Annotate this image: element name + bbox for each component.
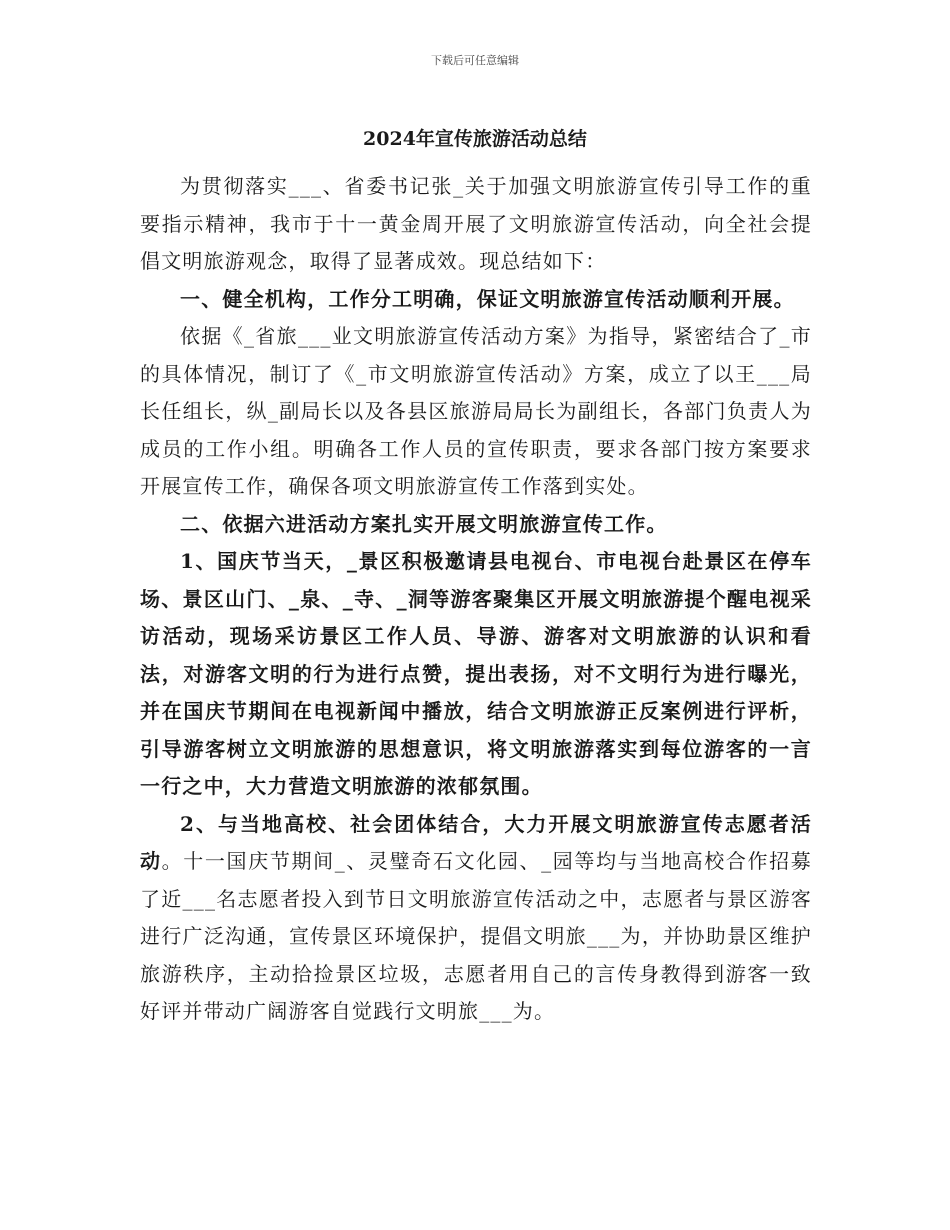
item-2-body: 。十一国庆节期间_、灵璧奇石文化园、_园等均与当地高校合作招募了近___名志愿者投入到节日文明旅游宣传活动之中，志愿者与景区游客进行广泛沟通，宣传景区环境保护，提倡文明旅___为，并协助景区维护旅游秩序，主动拾捡景区垃圾，志愿者用自己的言传身教得到游客一致好评并带动广阔游客自觉践行文明旅___为。 [140, 849, 812, 1023]
item-2-bold-lead: 2、与当地高校、社会团体结合，大力开展文明旅游宣传志愿者活动 [140, 811, 812, 873]
item-2-paragraph [140, 806, 812, 1031]
document-title: 2024年宣传旅游活动总结 [363, 128, 587, 150]
document-body [140, 168, 812, 1031]
section-heading-1: 一、健全机构，工作分工明确，保证文明旅游宣传活动顺利开展。 [180, 286, 795, 311]
page-header-note: 下载后可任意编辑 [431, 54, 519, 67]
section-1-paragraph: 依据《_省旅___业文明旅游宣传活动方案》为指导，紧密结合了_市的具体情况，制订了《_市文明旅游宣传活动》方案，成立了以王___局长任组长，纵_副局长以及各县区旅游局局长为副组长，各部门负责人为成员的工作小组。明确各工作人员的宣传职责，要求各部门按方案要求开展宣传工作，确保各项文明旅游宣传工作落到实处。 [140, 324, 812, 498]
item-1-paragraph: 1、国庆节当天，_景区积极邀请县电视台、市电视台赴景区在停车场、景区山门、_泉、_寺、_洞等游客聚集区开展文明旅游提个醒电视采访活动，现场采访景区工作人员、导游、游客对文明旅游的认识和看法，对游客文明的行为进行点赞，提出表扬，对不文明行为进行曝光，并在国庆节期间在电视新闻中播放，结合文明旅游正反案例进行评析，引导游客树立文明旅游的思想意识，将文明旅游落实到每位游客的一言一行之中，大力营造文明旅游的浓郁氛围。 [140, 549, 812, 798]
section-heading-2: 二、依据六进活动方案扎实开展文明旅游宣传工作。 [180, 511, 668, 536]
intro-paragraph: 为贯彻落实___、省委书记张_关于加强文明旅游宣传引导工作的重要指示精神，我市于十一黄金周开展了文明旅游宣传活动，向全社会提倡文明旅游观念，取得了显著成效。现总结如下： [140, 174, 812, 273]
